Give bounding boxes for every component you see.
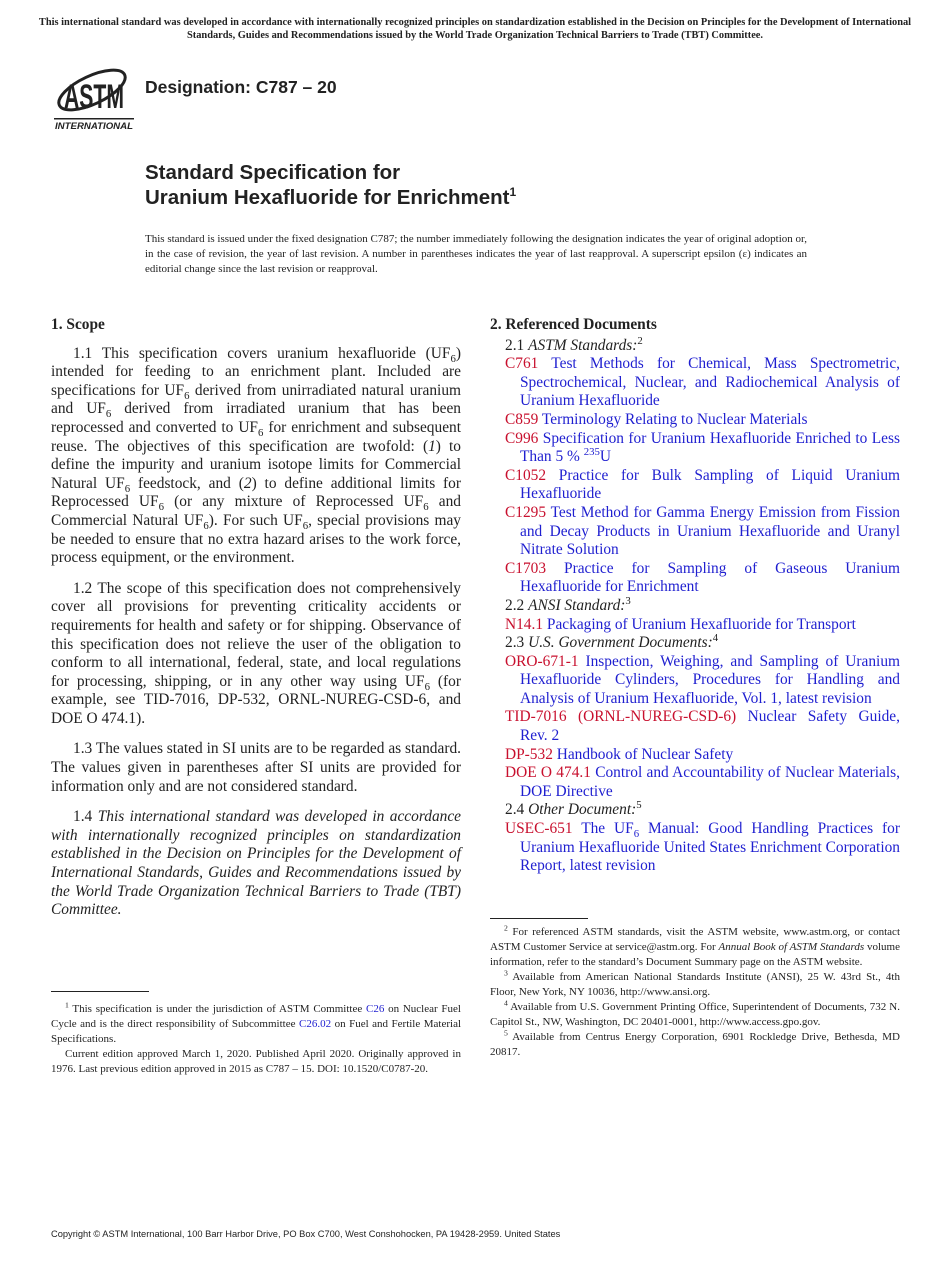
text-run: Available from Centrus Energy Corporation, 6901 Rockledge Drive, Bethesda, MD 20817. [490,1031,900,1058]
reference-subsection [490,631,900,653]
italic-text: This international standard was developed in accordance with internationally recognized principles on standardization established in the Decision on Principles for the Development of International Standards, Guides and Recommendations issued by the World Trade Organization Technical Barriers to Trade (TBT) Committee. [51,808,461,919]
text-run: 1.4 [73,808,98,826]
designation: Designation: C787 – 20 [145,77,337,97]
italic-text: ASTM Standards: [528,336,638,354]
subscript: 6 [450,352,456,365]
footnote [490,1030,900,1060]
text-run: 2.4 [505,801,529,819]
text-run: for enrichment and subsequent reuse. The objectives of this specification are twofold: ( [51,418,461,455]
subscript: 6 [258,427,264,440]
reference-code-link[interactable]: TID-7016 (ORNL-NUREG-CSD-6) [505,708,748,726]
subscript: 6 [105,408,112,421]
reference-code-link[interactable]: C859 [505,410,542,428]
footnote-divider [51,991,149,992]
document-title [145,160,516,210]
reference-item[interactable] [490,504,900,560]
footnote [490,1000,900,1030]
copyright: Copyright © ASTM International, 100 Barr Harbor Drive, PO Box C700, West Conshohocken, PA 19428-2959. United States [51,1229,561,1239]
footnote-ref: 5 [504,1028,508,1038]
tbt-notice: This international standard was developed in accordance with internationally recognized principles on standardization established in the Decision on Principles for the Development of International Standards, Guides and Recommendations issued by the World Trade Organization Technical Barriers to Trade (TBT) Committee. [38,17,912,41]
footnote-ref: 1 [65,1000,69,1010]
reference-title-link[interactable] [520,560,900,596]
text-run: For referenced ASTM standards, visit the ASTM website, www.astm.org, or contact ASTM Customer Service at service@astm.org. For [490,926,900,953]
title-line-1: Standard Specification for [145,161,401,184]
text-run: Inspection, Weighing, and Sampling of Uranium Hexafluoride Cylinders, Procedures for Handling and Analysis of Uranium Hexafluoride, Vol. 1, latest revision [520,652,900,707]
footnote [51,1002,461,1047]
text-run: volume information, refer to the standard’s Document Summary page on the ASTM website. [490,941,900,968]
reference-code-link[interactable]: C1052 [505,466,559,484]
reference-code-link[interactable]: DOE O 474.1 [505,764,596,782]
section-referenced-documents-heading: 2. Referenced Documents [490,316,657,333]
reference-code-link[interactable]: C761 [505,355,552,373]
text-run: The UF [581,820,634,838]
italic-text: 1 [428,437,436,455]
subscript: 6 [423,501,429,514]
text-run: feedstock, and ( [130,474,244,492]
reference-item[interactable] [490,355,900,411]
text-run: Available from U.S. Government Printing Office, Superintendent of Documents, 732 N. Capitol St., NW, Washington, DC 20401-0001, http://www.access.gpo.gov. [490,1001,900,1028]
reference-code-link[interactable]: USEC-651 [505,820,582,838]
scope-paragraph-1-1 [51,345,461,568]
reference-item[interactable] [490,764,900,801]
reference-code-link[interactable]: C1295 [505,503,551,521]
text-run: Practice for Sampling of Gaseous Uranium Hexafluoride for Enrichment [520,559,900,596]
footnote [51,1047,461,1077]
scope-paragraph-1-3 [51,740,461,796]
text-run: (or any mixture of Reprocessed UF [164,493,424,511]
text-run: 1.1 This specification covers uranium hexafluoride (UF [73,344,451,362]
reference-subsection [490,334,900,356]
text-run: on Fuel and Fertile Material Specifications. [51,1018,462,1045]
reference-code-link[interactable]: C1703 [505,559,565,577]
reference-item[interactable] [490,430,900,467]
scope-paragraph-1-2 [51,580,461,729]
footnote-ref: 4 [504,998,508,1008]
reference-title-link[interactable] [557,746,734,763]
subscript: 6 [424,680,430,693]
text-run: This specification is under the jurisdiction of ASTM Committee [68,1003,366,1015]
subscript: 6 [633,828,640,841]
reference-item[interactable] [490,708,900,745]
astm-logo [54,56,134,132]
left-column [51,316,461,932]
text-run: Nuclear Safety Guide, Rev. 2 [520,708,900,745]
reference-code-link[interactable]: ORO-671-1 [505,652,586,670]
text-run: Test Methods for Chemical, Mass Spectrometric, Spectrochemical, Nuclear, and Radiochemical Analysis of Uranium Hexafluoride [520,355,901,410]
italic-text: ANSI Standard: [528,596,626,614]
scope-paragraphs [51,345,461,920]
text-run: and Commercial Natural UF [51,493,461,529]
text-run: on Nuclear Fuel Cycle and is the direct responsibility of Subcommittee [51,1003,461,1030]
text-run: Specification for Uranium Hexafluoride Enriched to Less Than 5 % [520,429,900,466]
reference-code-link[interactable]: C996 [505,429,543,447]
reference-list [490,334,901,876]
text-run: 2.3 [505,634,529,652]
text-run: Terminology Relating to Nuclear Materials [541,410,808,428]
text-run: Control and Accountability of Nuclear Materials, DOE Directive [520,764,900,800]
text-run: Available from American National Standards Institute (ANSI), 25 W. 43rd St., 4th Floor, New York, NY 10036, http://www.ansi.org. [490,971,900,998]
reference-item[interactable] [490,467,900,504]
reference-code-link[interactable]: DP-532 [505,745,557,763]
reference-title-link[interactable] [520,467,900,503]
text-run: Packaging of Uranium Hexafluoride for Transport [546,615,856,633]
reference-title-link[interactable] [542,411,808,428]
text-run: , special provisions may be needed to ensure that no extra hazard arises to the work force, process equipment, or the environment. [51,511,461,567]
footnote-ref: 2 [637,334,643,347]
footnotes-right [490,925,900,1060]
text-run: Current edition approved March 1, 2020. Published April 2020. Originally approved in 1976. Last previous edition approved in 2015 as C787 – 15. DOI: 10.1520/C0787-20. [51,1048,461,1075]
footnote-ref: 2 [504,923,508,933]
reference-item[interactable] [490,653,900,709]
reference-title-link[interactable] [520,430,900,466]
reference-item[interactable] [490,746,900,765]
footnotes-left [51,1002,461,1077]
reference-item[interactable] [490,560,900,597]
text-run: Practice for Bulk Sampling of Liquid Uranium Hexafluoride [520,466,901,503]
text-run: ) to define additional limits for Reprocessed UF [51,474,461,511]
reference-subsection [490,594,900,616]
text-run: 2.2 [505,596,529,614]
text-run: ). For such UF [208,511,303,529]
committee-link[interactable]: C26.02 [298,1018,332,1030]
italic-text: 2 [243,474,252,492]
committee-link[interactable]: C26 [365,1003,385,1015]
footnote-ref: 235 [583,446,600,459]
footnote-ref: 5 [636,799,642,812]
italic-text: Annual Book of ASTM Standards [718,941,865,953]
reference-item[interactable] [490,820,900,876]
footnote [490,925,900,970]
subscript: 6 [158,501,164,514]
footnote-divider [490,918,588,919]
footnote [490,970,900,1000]
footnote-ref: 3 [504,968,508,978]
italic-text: U.S. Government Documents: [528,634,713,652]
subscript: 6 [124,482,131,495]
svg-text:ASTM: ASTM [64,78,124,116]
reference-title-link[interactable] [547,616,856,633]
reference-code-link[interactable]: N14.1 [505,615,547,633]
text-run: 2.1 [505,336,529,354]
right-column [490,316,900,876]
text-run: U [599,448,611,466]
title-line-2: Uranium Hexafluoride for Enrichment [145,186,510,209]
text-run: 1.3 The values stated in SI units are to be regarded as standard. The values given in parentheses after SI units are provided for information only and are not considered standard. [51,740,461,795]
svg-text:INTERNATIONAL: INTERNATIONAL [55,121,134,132]
reference-subsection [490,801,900,820]
footnote-ref: 4 [712,631,719,644]
text-run: derived from irradiated uranium that has been reprocessed and converted to UF [51,400,461,436]
subscript: 6 [184,389,190,402]
title-footnote-ref[interactable]: 1 [509,185,517,200]
text-run: (for example, see TID-7016, DP-532, ORNL-NUREG-CSD-6, and DOE O 474.1). [51,672,461,727]
footnote-ref: 3 [625,594,631,607]
reference-title-link[interactable] [520,355,900,409]
section-scope-heading: 1. Scope [51,316,105,333]
italic-text: Other Document: [528,801,637,819]
text-run: derived from unirradiated natural uranium and UF [51,381,461,418]
reference-item[interactable] [490,411,900,430]
text-run: Handbook of Nuclear Safety [556,745,734,763]
reference-item[interactable] [490,616,900,635]
text-run: ) intended for feeding to an enrichment plant. Included are specifications for UF [51,344,461,399]
text-run: 1.2 The scope of this specification does not comprehensively cover all provisions for preventing criticality accidents or requirements for health and safety or for shipping. Observance of this specification does not relieve the user of the obligation to conform to all international, federal, state, and local regulations for processing, shipping, or in any other way using UF [51,579,461,690]
reference-title-link[interactable] [520,504,900,558]
subscript: 6 [203,520,209,533]
text-run: Test Method for Gamma Energy Emission from Fission and Decay Products in Uranium Hexafluoride and Uranyl Nitrate Solution [520,503,900,559]
scope-paragraph-1-4 [51,808,461,920]
issuance-note: This standard is issued under the fixed designation C787; the number immediately following the designation indicates the year of original adoption or, in the case of revision, the year of last revision. A number in parentheses indicates the year of last reapproval. A superscript epsilon (ε) indicates an editorial change since the last revision or reapproval. [145,233,807,275]
text-run: ) to define the impurity and uranium isotope limits for Commercial Natural UF [51,437,461,492]
subscript: 6 [302,520,309,533]
text-run: Manual: Good Handling Practices for Uranium Hexafluoride United States Enrichment Corporation Report, latest revision [520,820,900,875]
